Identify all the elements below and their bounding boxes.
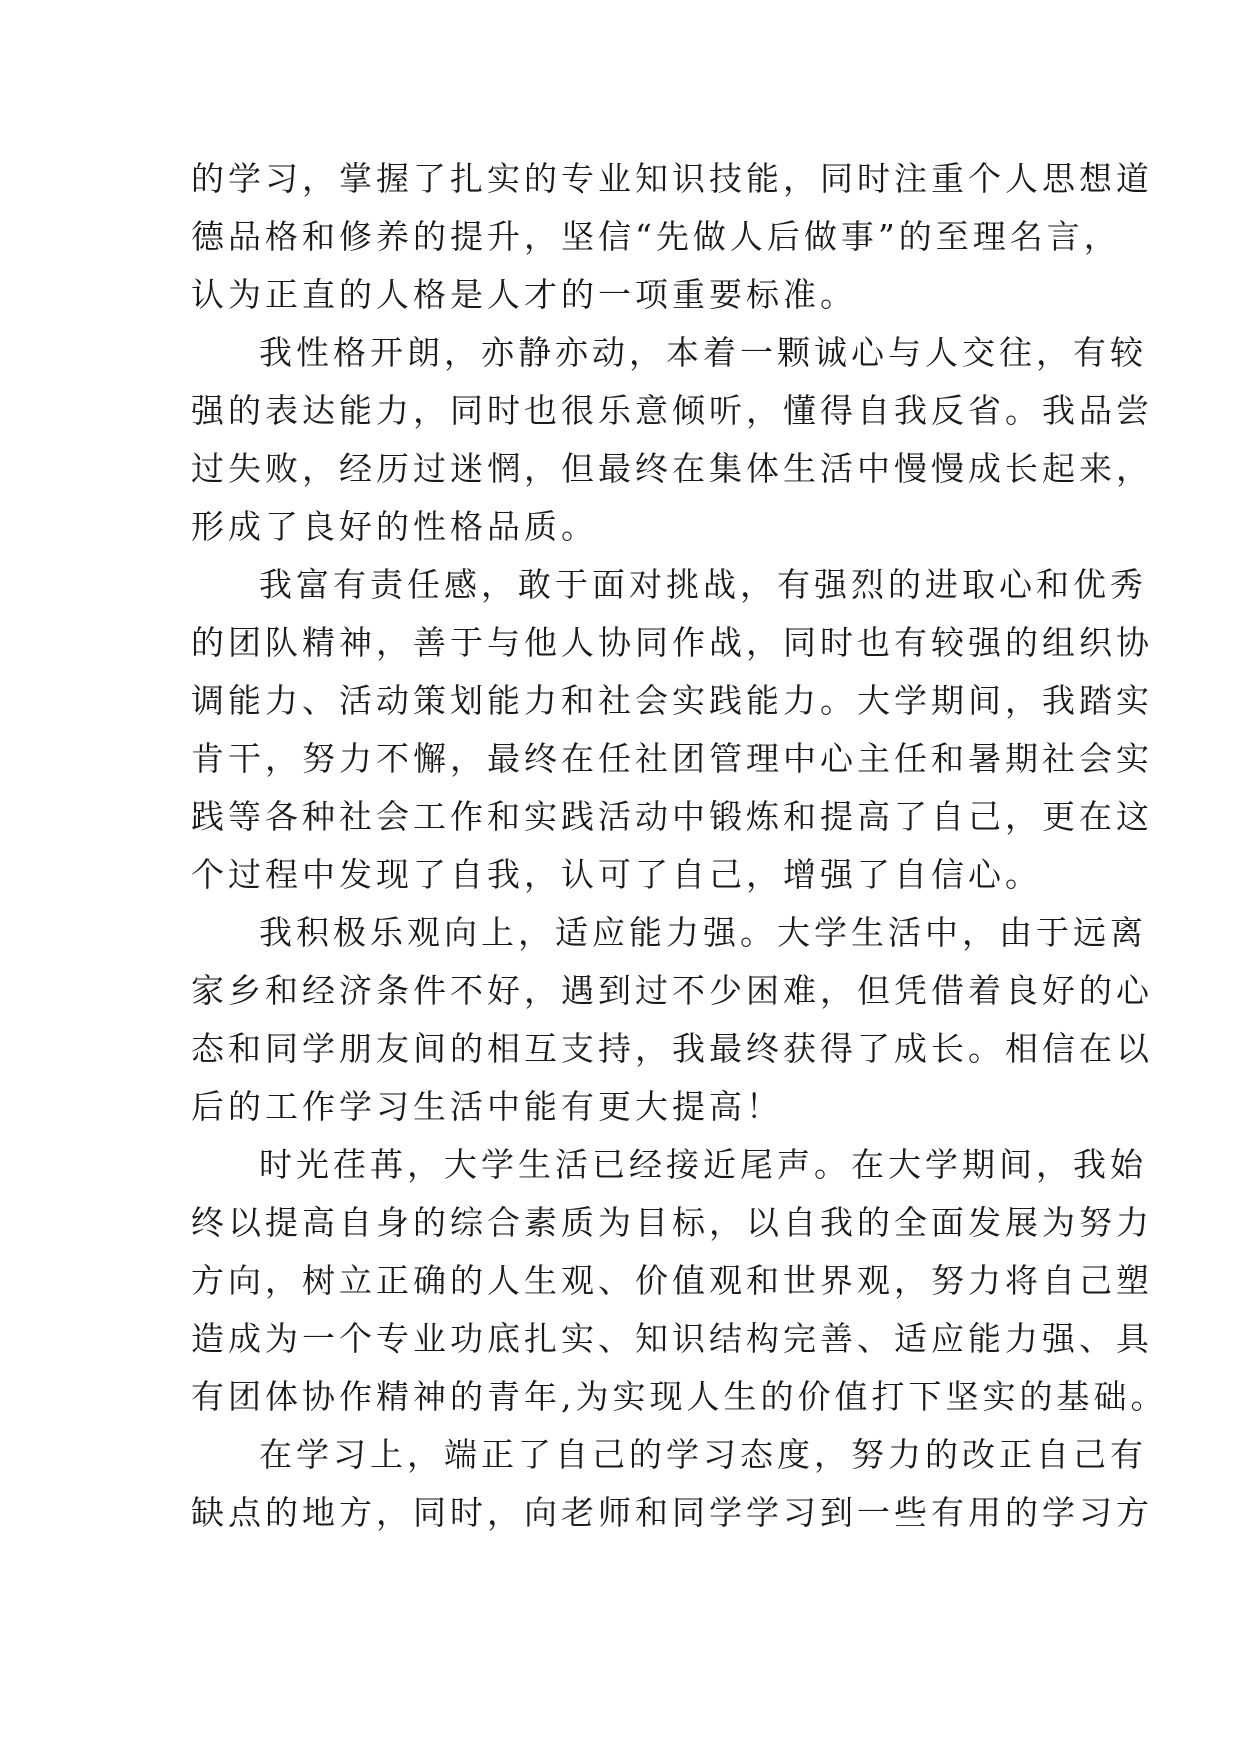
body-text [191,150,1168,1542]
text-line: 家乡和经济条件不好，遇到过不少困难，但凭借着良好的心 [191,971,1153,1010]
paragraph [191,556,1153,904]
text-line: 形成了良好的性格品质。 [191,507,598,546]
paragraph [191,150,1153,324]
paragraph [191,1426,1153,1542]
text-line: 肯干，努力不懈，最终在任社团管理中心主任和暑期社会实 [191,739,1153,778]
text-line: 态和同学朋友间的相互支持，我最终获得了成长。相信在以 [191,1029,1153,1068]
text-line: 我富有责任感，敢于面对挑战，有强烈的进取心和优秀 [259,565,1147,604]
text-line: 有团体协作精神的青年,为实现人生的价值打下坚实的基础。 [191,1377,1168,1416]
text-line: 时光荏苒，大学生活已经接近尾声。在大学期间，我始 [259,1145,1147,1184]
text-line: 德品格和修养的提升，坚信“先做人后做事”的至理名言， [191,217,1121,256]
paragraph [191,324,1153,556]
paragraph [191,904,1153,1136]
text-line: 认为正直的人格是人才的一项重要标准。 [191,275,857,314]
paragraph [191,1136,1168,1426]
text-line: 造成为一个专业功底扎实、知识结构完善、适应能力强、具 [191,1319,1153,1358]
text-line: 我性格开朗，亦静亦动，本着一颗诚心与人交往，有较 [259,333,1147,372]
text-line: 终以提高自身的综合素质为目标，以自我的全面发展为努力 [191,1203,1153,1242]
text-line: 的团队精神，善于与他人协同作战，同时也有较强的组织协 [191,623,1153,662]
text-line: 的学习，掌握了扎实的专业知识技能，同时注重个人思想道 [191,159,1153,198]
text-line: 强的表达能力，同时也很乐意倾听，懂得自我反省。我品尝 [191,391,1153,430]
text-line: 方向，树立正确的人生观、价值观和世界观，努力将自己塑 [191,1261,1153,1300]
text-line: 我积极乐观向上，适应能力强。大学生活中，由于远离 [259,913,1147,952]
text-line: 在学习上，端正了自己的学习态度，努力的改正自己有 [259,1435,1147,1474]
text-line: 个过程中发现了自我，认可了自己，增强了自信心。 [191,855,1042,894]
text-line: 调能力、活动策划能力和社会实践能力。大学期间，我踏实 [191,681,1153,720]
text-line: 缺点的地方，同时，向老师和同学学习到一些有用的学习方 [191,1493,1153,1532]
text-line: 过失败，经历过迷惘，但最终在集体生活中慢慢成长起来， [191,449,1153,488]
text-line: 践等各种社会工作和实践活动中锻炼和提高了自己，更在这 [191,797,1153,836]
text-line: 后的工作学习生活中能有更大提高！ [191,1087,783,1126]
